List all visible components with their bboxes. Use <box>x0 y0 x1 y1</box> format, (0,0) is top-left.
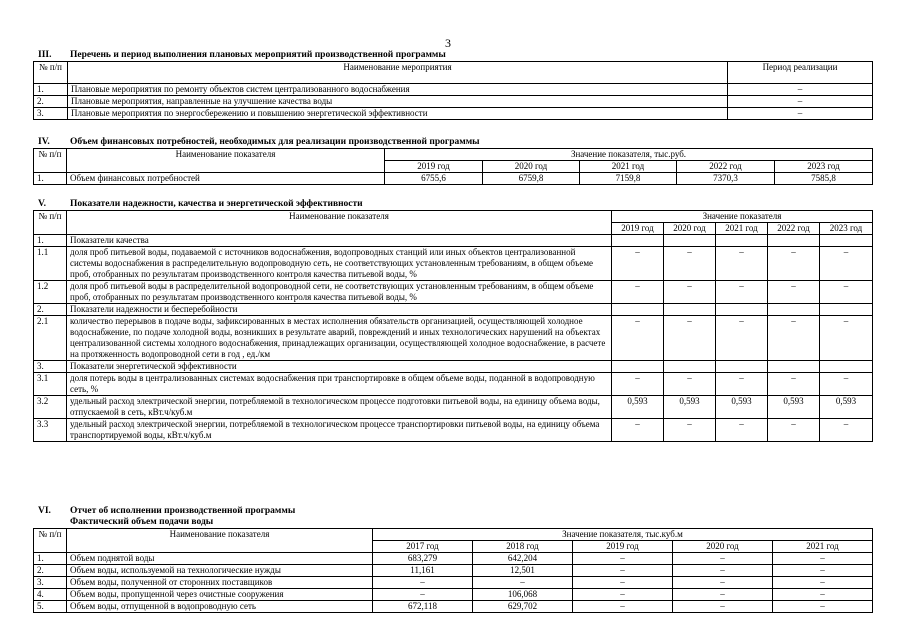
section-title: Перечень и период выполнения плановых мероприятий производственной программы <box>70 50 446 60</box>
value-cell: 7159,8 <box>580 173 677 185</box>
row-number: 1.1 <box>34 247 67 281</box>
period-value: – <box>728 108 873 120</box>
value-cell: – <box>673 553 773 565</box>
value-cell: 0,593 <box>612 396 664 419</box>
value-cell: 7585,8 <box>775 173 873 185</box>
table-row <box>34 589 873 601</box>
financial-needs-table <box>33 148 873 185</box>
empty-cell <box>768 361 820 373</box>
row-number: 2. <box>34 96 68 108</box>
value-cell: – <box>664 281 716 304</box>
row-number: 3. <box>34 361 67 373</box>
value-cell: – <box>820 373 873 396</box>
value-cell: – <box>820 316 873 361</box>
year-header: 2019 год <box>612 223 664 235</box>
value-cell: – <box>673 577 773 589</box>
row-number: 3.2 <box>34 396 67 419</box>
empty-cell <box>768 304 820 316</box>
section-number: V. <box>38 199 47 209</box>
value-cell: – <box>573 601 673 613</box>
value-cell: – <box>773 553 873 565</box>
table-row <box>34 96 873 108</box>
value-cell: 12,501 <box>473 565 573 577</box>
value-cell: 683,279 <box>373 553 473 565</box>
value-cell: – <box>773 577 873 589</box>
table-row <box>34 601 873 613</box>
row-number: 1. <box>34 235 67 247</box>
value-cell: – <box>573 589 673 601</box>
col-header-name: Наименование показателя <box>67 529 373 553</box>
empty-cell <box>768 235 820 247</box>
section-number: III. <box>38 50 52 60</box>
col-header-num: № п/п <box>34 62 68 84</box>
empty-cell <box>820 235 873 247</box>
table-row <box>34 373 873 396</box>
value-cell: – <box>768 281 820 304</box>
empty-cell <box>612 361 664 373</box>
row-number: 1. <box>34 173 67 185</box>
group-row <box>34 361 873 373</box>
table-row <box>34 577 873 589</box>
indicator-name: Объем воды, используемой на технологические нужды <box>67 565 373 577</box>
value-cell: – <box>673 601 773 613</box>
value-cell: – <box>820 247 873 281</box>
group-name: Показатели качества <box>67 235 612 247</box>
row-number: 2. <box>34 565 67 577</box>
period-value: – <box>728 96 873 108</box>
planned-measures-table <box>33 61 873 120</box>
value-cell: – <box>612 281 664 304</box>
indicator-name: удельный расход электрической энергии, потребляемой в технологическом процессе подготовки питьевой воды, на единицу объема воды, отпускаемой в сеть, кВт.ч/куб.м <box>67 396 612 419</box>
value-cell: – <box>768 373 820 396</box>
value-cell: – <box>716 373 768 396</box>
col-header-num: № п/п <box>34 211 67 235</box>
table-row <box>34 281 873 304</box>
value-cell: 106,068 <box>473 589 573 601</box>
group-name: Показатели энергетической эффективности <box>67 361 612 373</box>
value-cell: – <box>773 601 873 613</box>
empty-cell <box>664 235 716 247</box>
value-cell: – <box>664 316 716 361</box>
col-header-name: Наименование показателя <box>67 149 385 173</box>
page-number: 3 <box>445 36 451 50</box>
indicator-name: Объем воды, пропущенной через очистные сооружения <box>67 589 373 601</box>
value-cell: 0,593 <box>768 396 820 419</box>
indicator-name: Объем воды, полученной от сторонних поставщиков <box>67 577 373 589</box>
row-number: 3.3 <box>34 419 67 442</box>
year-header: 2023 год <box>820 223 873 235</box>
value-cell: 6759,8 <box>483 173 580 185</box>
col-header-period: Период реализации <box>728 62 873 84</box>
table-row <box>34 173 873 185</box>
table-row <box>34 316 873 361</box>
year-header: 2020 год <box>664 223 716 235</box>
measure-name: Плановые мероприятия, направленные на улучшение качества воды <box>68 96 728 108</box>
year-header: 2023 год <box>775 161 873 173</box>
value-cell: – <box>612 316 664 361</box>
indicator-name: Объем поднятой воды <box>67 553 373 565</box>
table-row <box>34 553 873 565</box>
value-cell: – <box>664 247 716 281</box>
value-cell: 0,593 <box>716 396 768 419</box>
section-5-heading <box>38 199 363 209</box>
value-cell: 672,118 <box>373 601 473 613</box>
row-number: 1.2 <box>34 281 67 304</box>
measure-name: Плановые мероприятия по ремонту объектов систем централизованного водоснабжения <box>68 84 728 96</box>
year-header: 2020 год <box>673 541 773 553</box>
col-header-name: Наименование показателя <box>67 211 612 235</box>
value-cell: – <box>573 565 673 577</box>
section-4-heading <box>38 137 480 147</box>
year-header: 2021 год <box>773 541 873 553</box>
empty-cell <box>716 361 768 373</box>
value-cell: – <box>716 247 768 281</box>
value-cell: – <box>673 565 773 577</box>
col-header-name: Наименование мероприятия <box>68 62 728 84</box>
row-number: 2.1 <box>34 316 67 361</box>
indicator-name: Объем финансовых потребностей <box>67 173 385 185</box>
section-6-heading <box>38 506 295 516</box>
empty-cell <box>612 304 664 316</box>
section-3-heading <box>38 50 446 60</box>
indicator-name: доля проб питьевой воды, подаваемой с источников водоснабжения, водопроводных станций или иных объектов централизованной системы водоснабжения в распределительную водопроводную сеть, не соответствующих установленным требованиям, в общем объеме проб, отобранных по результатам производственного контроля качества питьевой воды, % <box>67 247 612 281</box>
value-cell: – <box>664 373 716 396</box>
row-number: 5. <box>34 601 67 613</box>
value-cell: 6755,6 <box>385 173 483 185</box>
empty-cell <box>820 304 873 316</box>
section-title: Отчет об исполнении производственной программы <box>70 506 296 516</box>
value-cell: – <box>373 589 473 601</box>
value-cell: – <box>612 419 664 442</box>
empty-cell <box>716 235 768 247</box>
group-row <box>34 304 873 316</box>
value-cell: 642,204 <box>473 553 573 565</box>
section-title: Объем финансовых потребностей, необходимых для реализации производственной программы <box>70 137 480 147</box>
section-title: Показатели надежности, качества и энергетической эффективности <box>70 199 363 209</box>
table-row <box>34 84 873 96</box>
row-number: 1. <box>34 553 67 565</box>
row-number: 3. <box>34 577 67 589</box>
row-number: 3. <box>34 108 68 120</box>
value-cell: – <box>373 577 473 589</box>
value-cell: – <box>612 373 664 396</box>
value-cell: – <box>768 247 820 281</box>
col-header-num: № п/п <box>34 149 67 173</box>
row-number: 4. <box>34 589 67 601</box>
col-header-value: Значение показателя, тыс.куб.м <box>373 529 873 541</box>
year-header: 2019 год <box>385 161 483 173</box>
value-cell: – <box>716 281 768 304</box>
table-row <box>34 108 873 120</box>
indicator-name: доля проб питьевой воды в распределительной водопроводной сети, не соответствующих установленным требованиям, в общем объеме проб, отобранных по результатам производственного контроля качества питьевой воды, % <box>67 281 612 304</box>
empty-cell <box>716 304 768 316</box>
indicator-name: доля потерь воды в централизованных системах водоснабжения при транспортировке в общем объеме воды, поданной в водопроводную сеть, % <box>67 373 612 396</box>
value-cell: 7370,3 <box>677 173 775 185</box>
year-header: 2022 год <box>677 161 775 173</box>
value-cell: – <box>716 316 768 361</box>
year-header: 2021 год <box>580 161 677 173</box>
table-row <box>34 565 873 577</box>
value-cell: 629,702 <box>473 601 573 613</box>
period-value: – <box>728 84 873 96</box>
col-header-value: Значение показателя <box>612 211 873 223</box>
value-cell: 0,593 <box>820 396 873 419</box>
value-cell: – <box>768 419 820 442</box>
year-header: 2020 год <box>483 161 580 173</box>
reliability-indicators-table <box>33 210 873 442</box>
row-number: 2. <box>34 304 67 316</box>
year-header: 2022 год <box>768 223 820 235</box>
col-header-num: № п/п <box>34 529 67 553</box>
indicator-name: Объем воды, отпущенной в водопроводную сеть <box>67 601 373 613</box>
empty-cell <box>612 235 664 247</box>
year-header: 2019 год <box>573 541 673 553</box>
section-6-subtitle: Фактический объем подачи воды <box>70 517 214 527</box>
value-cell: 0,593 <box>664 396 716 419</box>
measure-name: Плановые мероприятия по энергосбережению и повышению энергетической эффективности <box>68 108 728 120</box>
row-number: 3.1 <box>34 373 67 396</box>
table-row <box>34 247 873 281</box>
value-cell: – <box>768 316 820 361</box>
table-row <box>34 419 873 442</box>
value-cell: – <box>573 577 673 589</box>
value-cell: – <box>673 589 773 601</box>
group-name: Показатели надежности и бесперебойности <box>67 304 612 316</box>
col-header-value: Значение показателя, тыс.руб. <box>385 149 873 161</box>
indicator-name: удельный расход электрической энергии, потребляемой в технологическом процессе транспортировки питьевой воды, на единицу объема транспортируемой воды, кВт.ч/куб.м <box>67 419 612 442</box>
group-row <box>34 235 873 247</box>
indicator-name: количество перерывов в подаче воды, зафиксированных в местах исполнения обязательств организацией, осуществляющей холодное водоснабжение, по подаче холодной воды, возникших в результате аварий, повреждений и иных технологических нарушений на объектах централизованной системы холодного водоснабжения, принадлежащих организации, осуществляющей холодное водоснабжение, в расчете на протяженность водопроводной сети в год , ед./км <box>67 316 612 361</box>
empty-cell <box>820 361 873 373</box>
value-cell: – <box>773 565 873 577</box>
table-row <box>34 396 873 419</box>
value-cell: – <box>664 419 716 442</box>
year-header: 2017 год <box>373 541 473 553</box>
section-number: IV. <box>38 137 50 147</box>
value-cell: – <box>820 281 873 304</box>
value-cell: – <box>573 553 673 565</box>
year-header: 2021 год <box>716 223 768 235</box>
section-number: VI. <box>38 506 51 516</box>
value-cell: – <box>612 247 664 281</box>
row-number: 1. <box>34 84 68 96</box>
empty-cell <box>664 304 716 316</box>
value-cell: – <box>773 589 873 601</box>
year-header: 2018 год <box>473 541 573 553</box>
value-cell: – <box>473 577 573 589</box>
value-cell: – <box>820 419 873 442</box>
water-supply-report-table <box>33 528 873 613</box>
empty-cell <box>664 361 716 373</box>
value-cell: – <box>716 419 768 442</box>
value-cell: 11,161 <box>373 565 473 577</box>
